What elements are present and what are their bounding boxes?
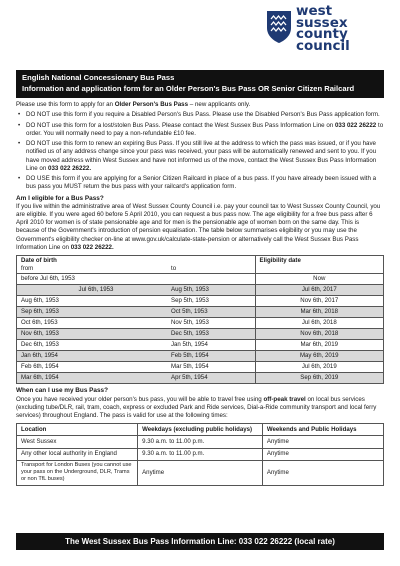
table-header-row (17, 424, 384, 436)
table-row (17, 362, 384, 373)
dob-range-cell (17, 329, 256, 340)
dob-range-cell (17, 362, 256, 373)
from-date: Jan 6th, 1954 (21, 352, 58, 360)
table-row (17, 340, 384, 351)
table-row (17, 285, 384, 296)
dob-range-cell (17, 351, 256, 362)
bullet-phone: 033 022 26222 (334, 121, 377, 129)
dob-header-label: Date of birth (21, 257, 57, 265)
main-content (16, 101, 384, 486)
dob-cell: before Jul 6th, 1953 (17, 274, 256, 285)
eligibility-heading: Am I eligible for a Bus Pass? (16, 194, 104, 202)
council-crest-icon (266, 10, 292, 44)
to-date: Apr 5th, 1954 (171, 374, 208, 382)
eligibility-cell: Mar 6th, 2019 (255, 340, 383, 351)
list-item (16, 122, 384, 138)
usage-bold: off-peak travel (263, 395, 306, 403)
weekdays-cell: 9.30 a.m. to 11.00 p.m. (138, 436, 263, 448)
table-row (17, 436, 384, 448)
intro-suffix: – new applicants only. (188, 101, 251, 108)
location-cell: Transport for London Buses (you cannot use your pass on the Underground, DLR, Trams or non TfL buses) (17, 460, 138, 485)
intro-paragraph (16, 101, 384, 109)
weekends-cell: Anytime (262, 460, 383, 485)
location-cell: West Sussex (17, 436, 138, 448)
eligibility-cell: May 6th, 2019 (255, 351, 383, 362)
bullet-text: DO NOT use this form for a lost/stolen Bus Pass. Please contact the West Sussex Bus Pass Information Line on (26, 121, 335, 129)
eligibility-cell: Jul 6th, 2018 (255, 318, 383, 329)
bullet-phone: 033 022 26222. (48, 164, 92, 172)
bullet-text: DO NOT use this form to renew an expiring Bus Pass. If you still live at the address to which the pass was issued, or if you have notified us of any address change since your pass was received, your pass will be automatically renewed and sent to you. If you have moved address within West Sussex and have not informed us of the move, contact the West Sussex Bus Pass Information Line on (26, 140, 377, 172)
usage-paragraph (16, 396, 384, 421)
dob-range-cell (17, 307, 256, 318)
to-date: Aug 5th, 1953 (171, 286, 209, 294)
weekends-header: Weekends and Public Holidays (262, 424, 383, 436)
to-date: Mar 5th, 1954 (171, 363, 209, 371)
weekends-cell: Anytime (262, 448, 383, 460)
to-date: Oct 5th, 1953 (171, 308, 208, 316)
to-date: Sep 5th, 1953 (171, 297, 209, 305)
eligibility-date-header: Eligibility date (255, 256, 383, 274)
eligibility-paragraph (16, 203, 384, 252)
table-row (17, 460, 384, 485)
title-banner (16, 70, 384, 98)
table-row (17, 329, 384, 340)
eligibility-cell: Sep 6th, 2019 (255, 373, 383, 384)
helpline-footer: The West Sussex Bus Pass Information Line: 033 022 26222 (local rate) (16, 533, 384, 550)
to-date: Feb 5th, 1954 (171, 352, 209, 360)
eligibility-phone: 033 022 26222. (70, 243, 114, 251)
logo-line-4: council (296, 37, 350, 54)
eligibility-cell: Jul 6th, 2019 (255, 362, 383, 373)
dob-range-cell (17, 318, 256, 329)
from-date: Jul 6th, 1953 (78, 286, 114, 294)
dob-range-cell (17, 340, 256, 351)
eligibility-cell: Nov 6th, 2018 (255, 329, 383, 340)
eligibility-cell: Jul 6th, 2017 (255, 285, 383, 296)
council-logo (266, 3, 386, 64)
location-table (16, 423, 384, 486)
table-row (17, 296, 384, 307)
eligibility-cell: Now (255, 274, 383, 285)
from-date: Aug 6th, 1953 (21, 297, 59, 305)
dob-header (17, 256, 256, 274)
intro-bold: Older Person's Bus Pass (114, 101, 189, 108)
logo-line-3: county (296, 26, 348, 42)
intro-prefix: Please use this form to apply for an (16, 101, 115, 108)
from-date: Dec 6th, 1953 (21, 341, 59, 349)
location-cell: Any other local authority in England (17, 448, 138, 460)
weekends-cell: Anytime (262, 436, 383, 448)
list-item (16, 140, 384, 173)
from-date: Mar 6th, 1954 (21, 374, 59, 382)
logo-line-2: sussex (296, 14, 348, 31)
usage-prefix: Once you have received your older person's bus pass, you will be able to travel free using (16, 395, 264, 403)
to-date: Jan 5th, 1954 (171, 341, 208, 349)
usage-suffix: on local bus services (excluding tube/DLR, rail, tram, coach, express or excluded Park and Ride services, Dial-a-Ride community transport and local ferry services) throughout England. The pass is valid for use at the following times: (16, 395, 377, 420)
banner-title: English National Concessionary Bus Pass (22, 73, 175, 82)
logo-line-1: west (296, 3, 333, 19)
logo-wordmark (296, 3, 350, 54)
eligibility-cell: Nov 6th, 2017 (255, 296, 383, 307)
table-row (17, 318, 384, 329)
list-item (16, 111, 384, 119)
dob-subheader (21, 265, 251, 273)
dob-range-cell (17, 285, 256, 296)
to-label: to (171, 265, 177, 273)
to-date: Nov 5th, 1953 (171, 319, 209, 327)
eligibility-table (16, 255, 384, 384)
table-row (17, 274, 384, 285)
weekdays-cell: 9.30 a.m. to 11.00 p.m. (138, 448, 263, 460)
from-date: Sep 6th, 1953 (21, 308, 59, 316)
from-label: from (21, 265, 34, 273)
list-item (16, 175, 384, 191)
table-row (17, 448, 384, 460)
bullet-text: DO NOT use this form if you require a Disabled Person's Bus Pass. Please use the Disabled Person's Bus Pass application form. (26, 111, 380, 119)
from-date: Nov 6th, 1953 (21, 330, 59, 338)
weekdays-header: Weekdays (excluding public holidays) (138, 424, 263, 436)
eligibility-cell: Mar 6th, 2018 (255, 307, 383, 318)
dob-range-cell (17, 373, 256, 384)
usage-heading: When can I use my Bus Pass? (16, 387, 108, 395)
table-header-row (17, 256, 384, 274)
from-date: Oct 6th, 1953 (21, 319, 58, 327)
location-header: Location (17, 424, 138, 436)
weekdays-cell: Anytime (138, 460, 263, 485)
banner-subtitle: Information and application form for an Older Person's Bus Pass OR Senior Citizen Railcard (22, 83, 355, 93)
bullet-text-after: to order. You will normally need to pay a non-refundable £10 fee. (26, 121, 384, 137)
from-date: Feb 6th, 1954 (21, 363, 59, 371)
instructions-list (16, 111, 384, 191)
table-row (17, 307, 384, 318)
bullet-text: DO USE this form if you are applying for a Senior Citizen Railcard in place of a bus pass. If you have already been issued with a bus pass you MUST return the bus pass with your railcard's application form. (26, 175, 377, 191)
table-row (17, 373, 384, 384)
dob-range-cell (17, 296, 256, 307)
to-date: Dec 5th, 1953 (171, 330, 209, 338)
table-row (17, 351, 384, 362)
eligibility-body: If you live within the administrative area of West Sussex County Council i.e. pay your council tax to West Sussex County Council, you are eligible. If you were aged 60 before 5 April 2010, you can request a bus pass now. The age eligibility for a free bus pass after 6 April 2010 for women is of state pensionable age and for men is the pensionable age of women born on the same day. This is because of the Government's introduction of pension equalisation. The table below summarises eligibility or you may use the Government's eligibility checker on-line at www.gov.uk/calculate-state-pension or alternatively call the West Sussex Bus Pass Information Line on (16, 202, 381, 251)
